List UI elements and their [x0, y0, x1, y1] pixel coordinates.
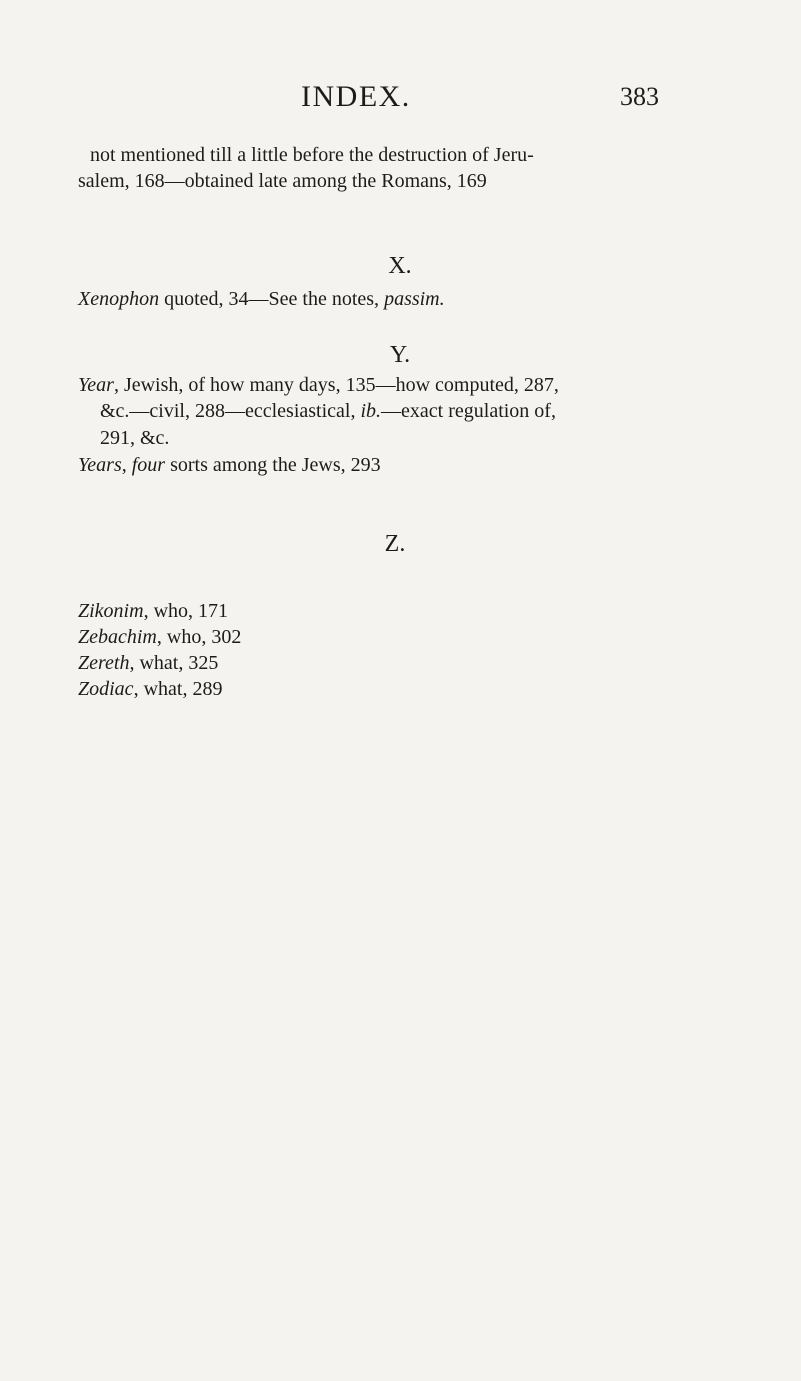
entry-text: , who, 302: [156, 626, 242, 648]
entry-text: , what, 289: [133, 678, 223, 700]
entry-italic: ib.: [360, 400, 382, 422]
section-letter-z: Z.: [384, 531, 406, 557]
entry-term: Zikonim: [78, 600, 144, 622]
entry-text: &c.—civil, 288—ecclesiastical,: [100, 400, 361, 422]
running-head-title: INDEX.: [301, 80, 411, 113]
entry-term: Years: [78, 454, 122, 476]
entry-text: , Jewish, of how many days, 135—how computed, 287,: [113, 374, 559, 396]
entry-term: Year: [78, 374, 114, 396]
index-entry-zikonim: [78, 598, 228, 624]
entry-text: ,: [121, 454, 132, 476]
entry-term: Zodiac: [78, 678, 134, 700]
entry-text: quoted, 34—See the notes,: [159, 288, 385, 310]
index-entry-xenophon: [78, 286, 445, 312]
index-entry-year-line-1: [78, 372, 559, 398]
entry-text: sorts among the Jews, 293: [165, 454, 381, 476]
index-entry-year-line-3: 291, &c.: [100, 427, 170, 449]
continued-entry-line-2: salem, 168—obtained late among the Romans, 169: [78, 170, 487, 192]
entry-text: , who, 171: [143, 600, 229, 622]
index-entry-zebachim: [78, 624, 241, 650]
index-entry-zodiac: [78, 676, 222, 702]
entry-italic: passim.: [384, 288, 445, 310]
page-number: 383: [620, 82, 659, 111]
index-entry-zereth: [78, 650, 218, 676]
section-letter-x: X.: [388, 253, 412, 279]
continued-entry-line-1: not mentioned till a little before the destruction of Jeru-: [90, 144, 534, 166]
index-entry-year-line-2: [100, 398, 556, 424]
index-entry-years: [78, 452, 381, 478]
entry-text: , what, 325: [129, 652, 219, 674]
section-letter-y: Y.: [389, 342, 411, 368]
entry-text: —exact regulation of,: [381, 400, 556, 422]
entry-term: Zereth: [78, 652, 130, 674]
entry-term: Xenophon: [78, 288, 160, 310]
entry-term: Zebachim: [78, 626, 157, 648]
entry-italic: four: [131, 454, 166, 476]
